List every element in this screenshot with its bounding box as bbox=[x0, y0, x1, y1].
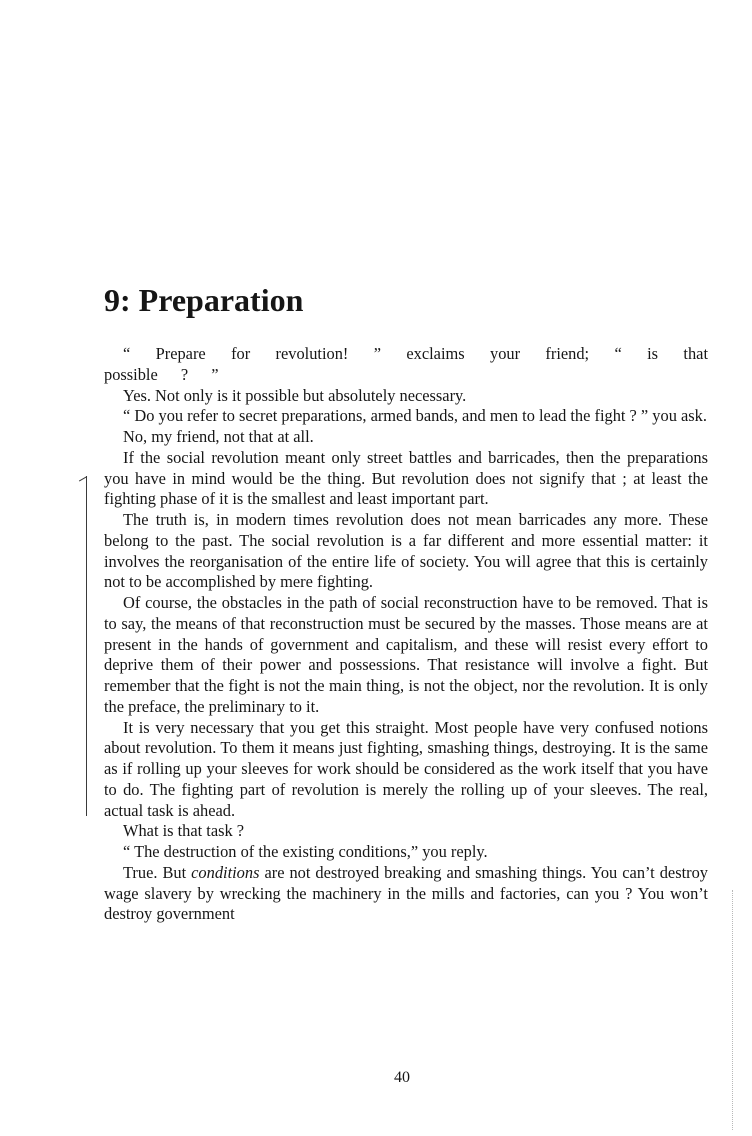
paragraph-11-italic-word: conditions bbox=[191, 862, 260, 882]
paragraph-1: “ Prepare for revolution! ” exclaims your friend; “ is that possible ? ” bbox=[104, 344, 708, 384]
paragraph-3: “ Do you refer to secret preparations, armed bands, and men to lead the fight ? ” you ask. bbox=[123, 406, 707, 426]
paragraph-4: No, my friend, not that at all. bbox=[123, 427, 314, 446]
paragraph-10: “ The destruction of the existing conditions,” you reply. bbox=[123, 842, 488, 861]
paragraph-11-end: are not destroyed breaking and smashing things. You can’t destroy wage slavery by wrecking the machinery in the mills and factories, can you ? You won’t destroy government bbox=[104, 862, 708, 924]
paragraph-9: What is that task ? bbox=[123, 821, 245, 841]
margin-pencil-line bbox=[86, 476, 87, 816]
paragraph-2: Yes. Not only is it possible but absolutely necessary. bbox=[123, 385, 467, 405]
paragraph-11 bbox=[104, 863, 708, 925]
paragraph-6: The truth is, in modern times revolution does not mean barricades any more. These belong to the past. The social revolution is a far different and more essential matter: it involves the reorganisation of the entire life of society. You will agree that this is certainly not to be accomplished by mere fighting. bbox=[104, 510, 708, 592]
paragraph-5: If the social revolution meant only street battles and barricades, then the preparations you have in mind would be the thing. But revolution does not signify that ; at least the fighting phase of it is the smallest and least important part. bbox=[104, 447, 708, 509]
page-number: 40 bbox=[394, 1069, 410, 1086]
chapter-body bbox=[104, 344, 708, 925]
paragraph-11-start: True. But bbox=[123, 862, 192, 882]
scan-edge-dots bbox=[732, 890, 734, 1130]
paragraph-8: It is very necessary that you get this straight. Most people have very confused notions about revolution. To them it means just fighting, smashing things, destroying. It is the same as if rolling up your sleeves for work should be considered as the work itself that you have to do. The fighting part of revolution is merely the rolling up of your sleeves. The real, actual task is ahead. bbox=[104, 717, 708, 820]
paragraph-7: Of course, the obstacles in the path of social reconstruction have to be removed. That is to say, the means of that reconstruction must be secured by the masses. Those means are at present in the hands of government and capitalism, and these will resist every effort to deprive them of their power and possessions. That resistance will involve a fight. But remember that the fight is not the main thing, is not the object, nor the revolution. It is only the preface, the preliminary to it. bbox=[104, 593, 708, 716]
chapter-heading: 9: Preparation bbox=[104, 282, 304, 318]
